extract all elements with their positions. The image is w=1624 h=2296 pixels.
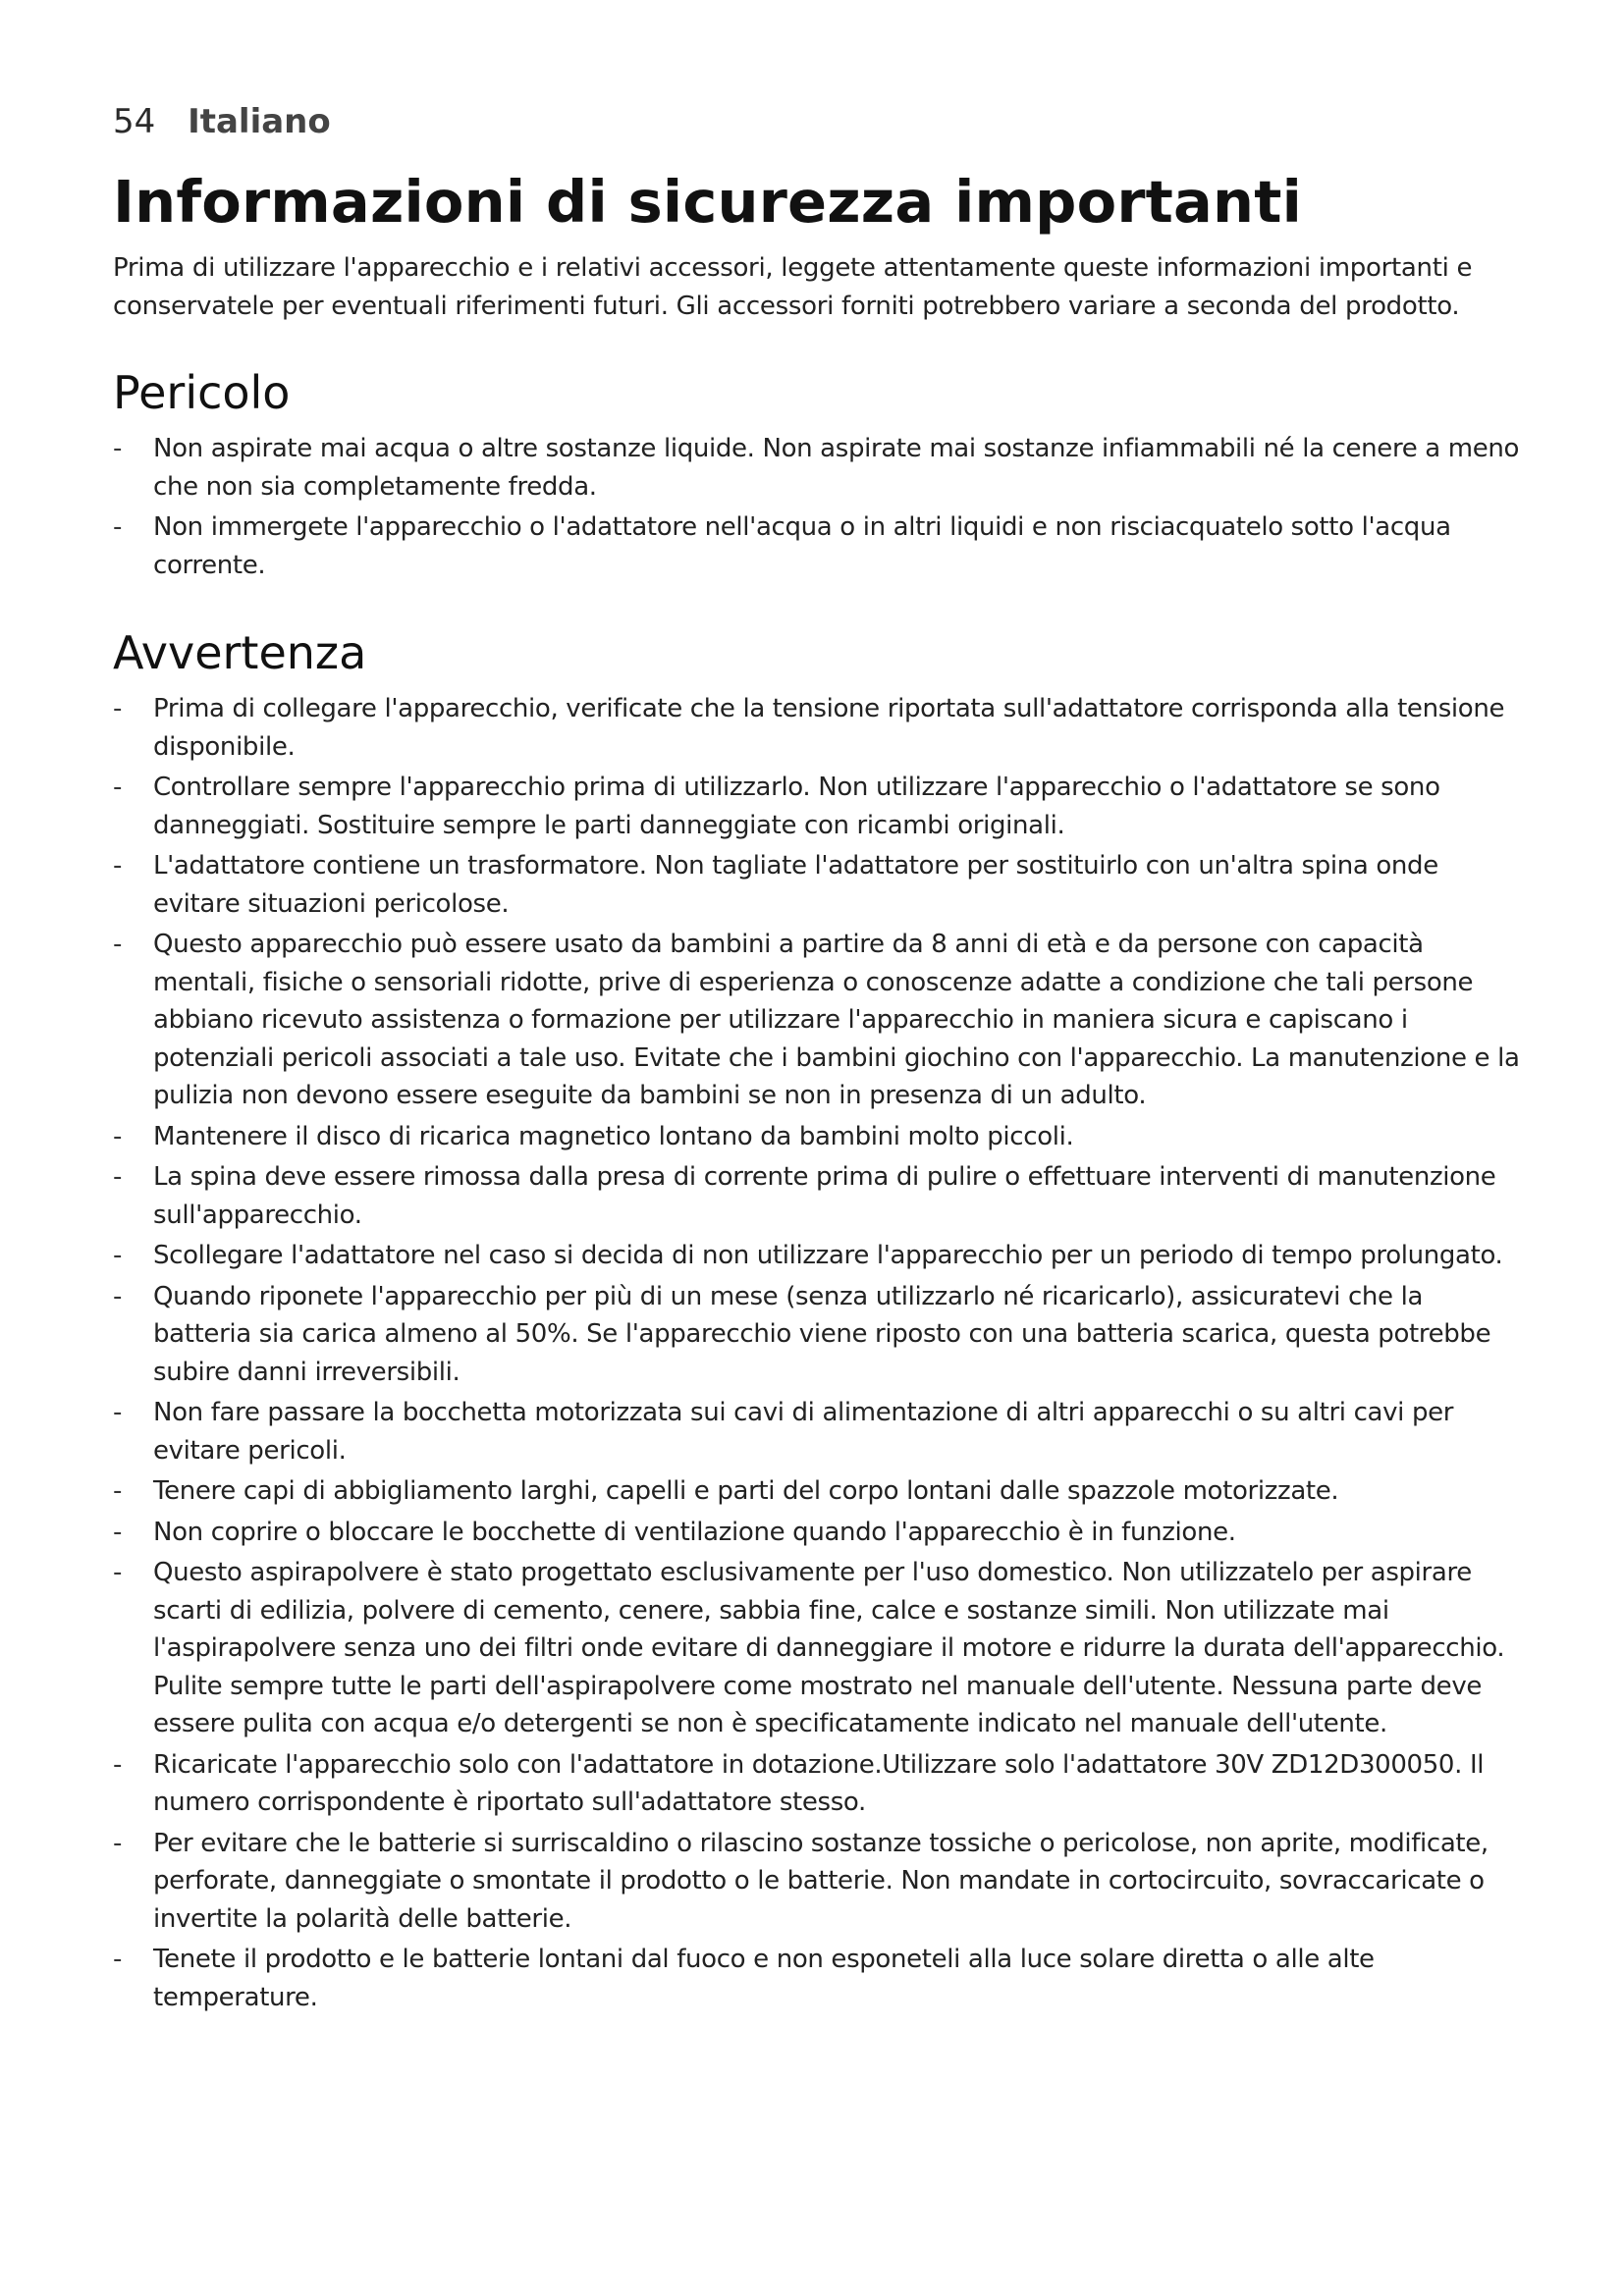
bullet-dash: - <box>113 1476 123 1506</box>
list-item-text: La spina deve essere rimossa dalla presa di corrente prima di pulire o effettuare interventi di manutenzione sull'apparecchio. <box>153 1162 1496 1230</box>
bullet-dash: - <box>113 1241 123 1270</box>
list-item <box>113 1746 1527 1822</box>
list-item-text: Non coprire o bloccare le bocchette di ventilazione quando l'apparecchio è in funzione. <box>153 1517 1236 1547</box>
list-item <box>113 508 1527 584</box>
list-item-text: Non aspirate mai acqua o altre sostanze liquide. Non aspirate mai sostanze infiammabili né la cenere a meno che non sia completamente fredda. <box>153 434 1520 502</box>
bullet-dash: - <box>113 1162 123 1192</box>
list-item <box>113 1514 1527 1552</box>
list-item <box>113 1472 1527 1511</box>
list-item-text: Questo apparecchio può essere usato da bambini a partire da 8 anni di età e da persone con capacità mentali, fisiche o sensoriali ridotte, prive di esperienza o conoscenze adatte a condizione che tali persone abbiano ricevuto assistenza o formazione per utilizzare l'apparecchio in maniera sicura e capiscano i potenziali pericoli associati a tale uso. Evitate che i bambini giochino con l'apparecchio. La manutenzione e la pulizia non devono essere eseguite da bambini se non in presenza di un adulto. <box>153 930 1520 1110</box>
list-item-text: Tenete il prodotto e le batterie lontani dal fuoco e non esponeteli alla luce solare diretta o alle alte temperature. <box>153 1945 1375 2012</box>
bullet-dash: - <box>113 1121 123 1151</box>
list-item <box>113 769 1527 844</box>
list-item-text: Questo aspirapolvere è stato progettato esclusivamente per l'uso domestico. Non utilizzatelo per aspirare scarti di edilizia, polvere di cemento, cenere, sabbia fine, calce e sostanze simili. Non utilizzate mai l'aspirapolvere senza uno dei filtri onde evitare di danneggiare il motore e ridurre la durata dell'apparecchio. Pulite sempre tutte le parti dell'aspirapolvere come mostrato nel manuale dell'utente. Nessuna parte deve essere pulita con acqua e/o detergenti se non è specificatamente indicato nel manuale dell'utente. <box>153 1558 1505 1738</box>
bullet-dash: - <box>113 1749 123 1780</box>
bullet-dash: - <box>113 1558 123 1587</box>
list-item-text: Prima di collegare l'apparecchio, verificate che la tensione riportata sull'adattatore corrisponda alla tensione disponibile. <box>153 694 1505 762</box>
section-heading-pericolo: Pericolo <box>113 366 291 419</box>
document-page <box>113 98 1527 2019</box>
language-label: Italiano <box>188 102 331 141</box>
list-item <box>113 1237 1527 1275</box>
list-item <box>113 430 1527 506</box>
list-item <box>113 1941 1527 2016</box>
section-avvertenza <box>113 625 1527 2016</box>
page-number: 54 <box>113 102 156 141</box>
bullet-dash: - <box>113 434 123 463</box>
avvertenza-list <box>113 690 1527 2016</box>
list-item-text: Tenere capi di abbigliamento larghi, capelli e parti del corpo lontani dalle spazzole motorizzate. <box>153 1476 1339 1506</box>
section-heading-avvertenza: Avvertenza <box>113 626 367 679</box>
bullet-dash: - <box>113 512 123 542</box>
bullet-dash: - <box>113 851 123 881</box>
list-item-text: Ricaricate l'apparecchio solo con l'adattatore in dotazione.Utilizzare solo l'adattatore 30V ZD12D300050. Il numero corrispondente è riportato sull'adattatore stesso. <box>153 1749 1485 1817</box>
list-item <box>113 1554 1527 1743</box>
pericolo-list <box>113 430 1527 584</box>
list-item-text: Non immergete l'apparecchio o l'adattatore nell'acqua o in altri liquidi e non risciacquatelo sotto l'acqua corrente. <box>153 512 1451 580</box>
page-header <box>113 98 1527 145</box>
list-item <box>113 926 1527 1115</box>
list-item <box>113 1825 1527 1939</box>
bullet-dash: - <box>113 1828 123 1858</box>
list-item-text: Controllare sempre l'apparecchio prima di utilizzarlo. Non utilizzare l'apparecchio o l'adattatore se sono danneggiati. Sostituire sempre le parti danneggiate con ricambi originali. <box>153 773 1440 840</box>
bullet-dash: - <box>113 1945 123 1974</box>
list-item-text: L'adattatore contiene un trasformatore. Non tagliate l'adattatore per sostituirlo con un'altra spina onde evitare situazioni pericolose. <box>153 851 1438 919</box>
bullet-dash: - <box>113 930 123 959</box>
bullet-dash: - <box>113 694 123 723</box>
list-item <box>113 1278 1527 1392</box>
list-item-text: Mantenere il disco di ricarica magnetico lontano da bambini molto piccoli. <box>153 1121 1074 1151</box>
list-item-text: Per evitare che le batterie si surriscaldino o rilascino sostanze tossiche o pericolose, non aprite, modificate, perforate, danneggiate o smontate il prodotto o le batterie. Non mandate in cortocircuito, sovraccaricate o invertite la polarità delle batterie. <box>153 1828 1489 1934</box>
bullet-dash: - <box>113 1517 123 1547</box>
bullet-dash: - <box>113 1398 123 1427</box>
page-title: Informazioni di sicurezza importanti <box>113 168 1303 236</box>
list-item <box>113 690 1527 766</box>
bullet-dash: - <box>113 1281 123 1311</box>
list-item <box>113 1118 1527 1156</box>
list-item <box>113 1394 1527 1469</box>
list-item <box>113 1158 1527 1234</box>
list-item-text: Quando riponete l'apparecchio per più di un mese (senza utilizzarlo né ricaricarlo), assicuratevi che la batteria sia carica almeno al 50%. Se l'apparecchio viene riposto con una batteria scarica, questa potrebbe subire danni irreversibili. <box>153 1281 1491 1387</box>
section-pericolo <box>113 365 1527 584</box>
bullet-dash: - <box>113 773 123 802</box>
list-item <box>113 847 1527 923</box>
list-item-text: Non fare passare la bocchetta motorizzata sui cavi di alimentazione di altri apparecchi o su altri cavi per evitare pericoli. <box>153 1398 1454 1466</box>
intro-paragraph: Prima di utilizzare l'apparecchio e i relativi accessori, leggete attentamente queste informazioni importanti e conservatele per eventuali riferimenti futuri. Gli accessori forniti potrebbero variare a seconda del prodotto. <box>113 253 1473 321</box>
list-item-text: Scollegare l'adattatore nel caso si decida di non utilizzare l'apparecchio per un periodo di tempo prolungato. <box>153 1241 1503 1270</box>
